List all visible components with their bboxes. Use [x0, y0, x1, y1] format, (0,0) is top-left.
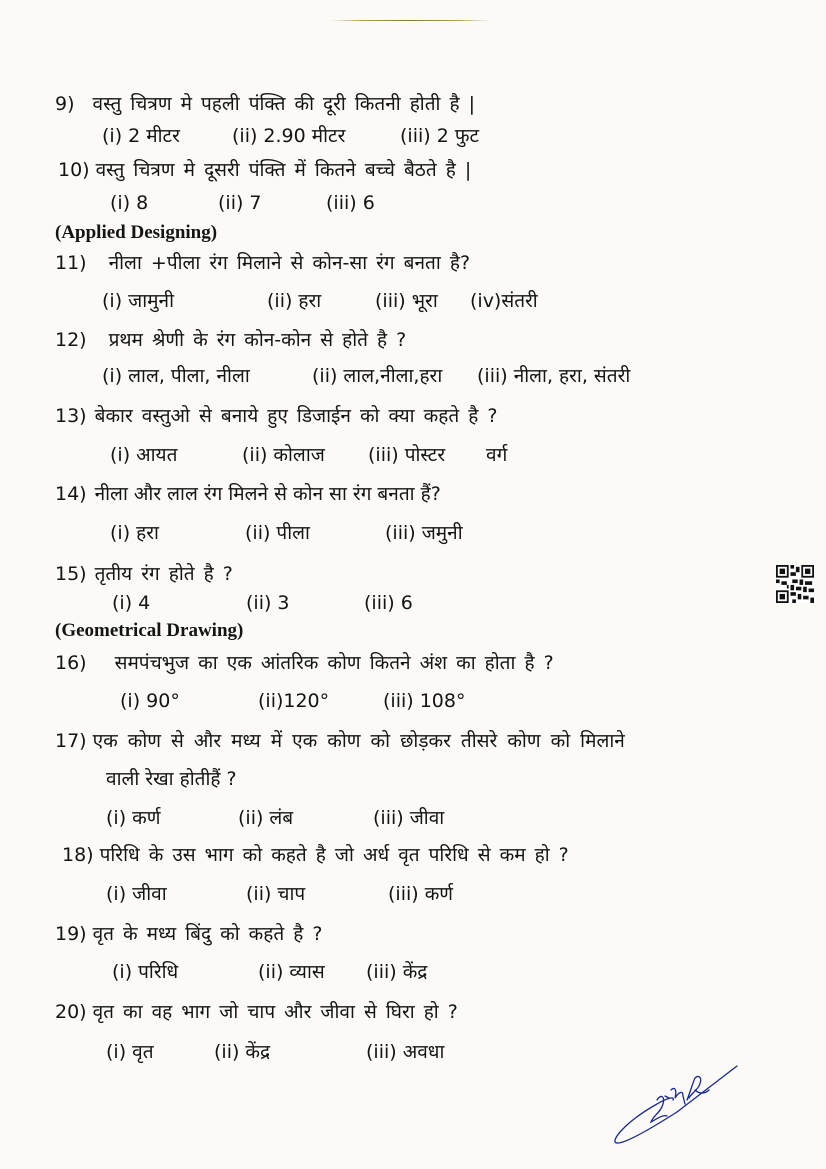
option: (ii)120°	[258, 690, 330, 712]
question-14	[55, 482, 441, 506]
question-10	[58, 158, 471, 182]
options-16	[120, 689, 465, 713]
option: (i) लाल, पीला, नीला	[102, 365, 250, 387]
question-18	[62, 843, 569, 867]
option: (iii) 2 फुट	[400, 125, 480, 147]
question-12	[55, 328, 406, 352]
section-heading-applied-designing: (Applied Designing)	[55, 222, 218, 243]
option: (ii) केंद्र	[214, 1041, 271, 1063]
options-14	[110, 521, 463, 545]
option: वर्ग	[486, 444, 508, 466]
options-20	[106, 1040, 444, 1064]
question-text: परिधि के उस भाग को कहते है जो अर्ध वृत परिधि से कम हो ?	[99, 844, 569, 866]
options-15	[112, 591, 413, 615]
question-15	[55, 562, 233, 586]
option: (iii) जमुनी	[385, 522, 463, 544]
option: (iii) 108°	[383, 690, 466, 712]
option: (ii) 2.90 मीटर	[232, 125, 346, 147]
question-19	[55, 922, 322, 946]
option: (iii) 6	[326, 192, 375, 214]
question-number: 20)	[55, 1001, 87, 1023]
options-19	[112, 960, 427, 984]
option: (iii) पोस्टर	[368, 444, 446, 466]
option: (ii) पीला	[245, 522, 310, 544]
question-13	[55, 404, 497, 428]
option: (i) 2 मीटर	[102, 125, 180, 147]
question-number: 17)	[55, 730, 87, 752]
options-13	[110, 443, 507, 467]
options-11	[102, 289, 538, 313]
options-9	[102, 124, 479, 148]
question-number: 9)	[55, 93, 75, 115]
question-number: 11)	[55, 252, 87, 274]
option: (i) वृत	[106, 1041, 154, 1063]
question-number: 16)	[55, 652, 87, 674]
question-text: बेकार वस्तुओ से बनाये हुए डिजाईन को क्या कहते है ?	[94, 405, 498, 427]
question-number: 13)	[55, 405, 87, 427]
option: (iii) अवधा	[366, 1041, 445, 1063]
option: (i) जीवा	[106, 883, 167, 905]
question-17	[55, 729, 625, 753]
question-16	[55, 651, 554, 675]
option: (i) 90°	[120, 690, 180, 712]
question-text: प्रथम श्रेणी के रंग कोन-कोन से होते है ?	[108, 329, 407, 351]
question-17-continued: वाली रेखा होतीहैं ?	[106, 768, 237, 790]
question-text: तृतीय रंग होते है ?	[94, 563, 233, 585]
options-18	[106, 882, 453, 906]
question-text: नीला +पीला रंग मिलाने से कोन-सा रंग बनता है?	[108, 252, 471, 274]
option: (ii) हरा	[267, 290, 322, 312]
question-number: 10)	[58, 159, 90, 181]
option: (ii) 3	[246, 592, 290, 614]
option: (ii) व्यास	[258, 961, 325, 983]
option: (iii) नीला, हरा, संतरी	[477, 365, 631, 387]
question-text: एक कोण से और मध्य में एक कोण को छोड़कर तीसरे कोण को मिलाने	[92, 730, 625, 752]
question-number: 14)	[55, 483, 87, 505]
option: (iii) कर्ण	[388, 883, 454, 905]
option: (i) हरा	[110, 522, 159, 544]
option: (i) कर्ण	[106, 807, 161, 829]
options-12	[102, 364, 630, 388]
option: (iii) केंद्र	[366, 961, 428, 983]
option: (ii) 7	[218, 192, 262, 214]
header-rule	[330, 20, 490, 21]
question-number: 18)	[62, 844, 94, 866]
option: (ii) कोलाज	[242, 444, 325, 466]
question-text: वृत का वह भाग जो चाप और जीवा से घिरा हो ?	[92, 1001, 458, 1023]
qr-code-icon	[776, 565, 814, 603]
question-text: वस्तु चित्रण मे दूसरी पंक्ति में कितने बच्चे बैठते है |	[95, 159, 472, 181]
signature-icon	[605, 1060, 745, 1155]
question-number: 19)	[55, 923, 87, 945]
options-17	[106, 806, 444, 830]
option: (i) आयत	[110, 444, 178, 466]
option: (iii) भूरा	[375, 290, 438, 312]
option: (ii) लंब	[238, 807, 294, 829]
question-20	[55, 1000, 458, 1024]
options-10	[110, 191, 375, 215]
question-text: वृत के मध्य बिंदु को कहते है ?	[92, 923, 323, 945]
option: (ii) लाल,नीला,हरा	[312, 365, 443, 387]
option: (ii) चाप	[246, 883, 306, 905]
question-number: 12)	[55, 329, 87, 351]
option: (i) 8	[110, 192, 149, 214]
section-heading-geometrical-drawing: (Geometrical Drawing)	[55, 620, 244, 641]
question-9	[55, 92, 475, 116]
option: (iii) जीवा	[373, 807, 445, 829]
option: (i) 4	[112, 592, 151, 614]
option: (i) जामुनी	[102, 290, 174, 312]
option: (i) परिधि	[112, 961, 179, 983]
question-text: समपंचभुज का एक आंतरिक कोण कितने अंश का होता है ?	[114, 652, 554, 674]
option: (iv)संतरी	[470, 290, 538, 312]
question-text: नीला और लाल रंग मिलने से कोन सा रंग बनता हैं?	[94, 483, 441, 505]
option: (iii) 6	[364, 592, 413, 614]
question-text: वस्तु चित्रण मे पहली पंक्ति की दूरी कितनी होती है |	[92, 93, 476, 115]
question-number: 15)	[55, 563, 87, 585]
question-11	[55, 251, 470, 275]
